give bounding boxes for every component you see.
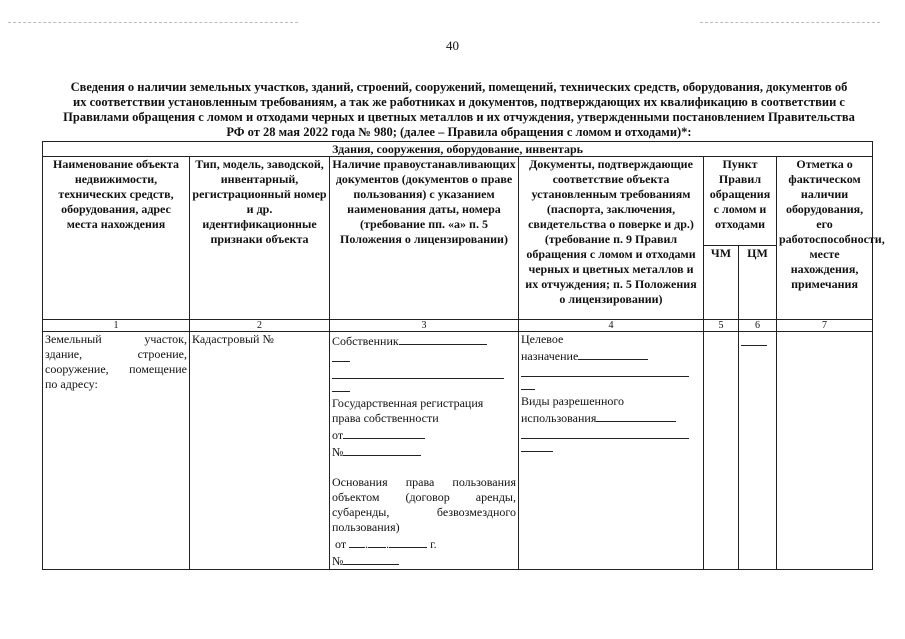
object-address-cell bbox=[43, 332, 190, 570]
heading-line: Сведения о наличии земельных участков, зданий, строений, сооружений, помещений, технических средств, оборудования, документов об bbox=[70, 80, 848, 94]
permitted-use-blank-continued bbox=[521, 439, 553, 452]
page-number: 40 bbox=[446, 38, 459, 53]
registration-date-blank bbox=[343, 426, 425, 439]
permitted-use-blank-line bbox=[521, 426, 689, 439]
heading-line: их соответствии установленным требованиям, а так же работниках и документов, подтверждающих их квалификацию в соответствии с bbox=[73, 95, 845, 109]
scan-artifact bbox=[700, 22, 880, 23]
heading-line: Правилами обращения с ломом и отходами черных и цветных металлов и их отчуждения, утвержденными постановлением Правительства bbox=[63, 110, 855, 124]
purpose-label-line: Целевое bbox=[521, 332, 564, 346]
nonferrous-blank bbox=[741, 332, 767, 346]
column-number: 3 bbox=[330, 320, 519, 332]
compliance-documents-cell bbox=[519, 332, 704, 570]
owner-blank-line bbox=[332, 366, 504, 379]
purpose-label-line: назначение bbox=[521, 349, 579, 363]
header-ferrous: ЧМ bbox=[704, 246, 739, 320]
nonferrous-clause-cell bbox=[739, 332, 777, 570]
document-heading bbox=[40, 80, 878, 140]
header-actual-presence: Отметка о фактическом наличии оборудования, его работоспособности, месте нахождения, примечания bbox=[777, 157, 873, 320]
permitted-use-blank bbox=[596, 409, 676, 422]
object-text-line: сооружение, помещение bbox=[45, 362, 187, 376]
owner-label: Собственник bbox=[332, 334, 399, 348]
header-object-name: Наименование объекта недвижимости, технических средств, оборудования, адрес места нахождения bbox=[43, 157, 190, 320]
purpose-blank bbox=[578, 347, 648, 360]
owner-blank-continued bbox=[332, 349, 350, 362]
header-title-documents: Наличие правоустанавливающих документов (документов о праве пользования) с указанием наименования даты, номера (требование пп. «а» п. 5 Положения о лицензировании) bbox=[330, 157, 519, 320]
header-compliance-documents: Документы, подтверждающие соответствие объекта установленным требованиям (паспорта, заключения, свидетельства о поверке и др.) (требование п. 9 Правил обращения с ломом и отходами черных и цветных металлов и их отчуждения; п. 5 Положения о лицензировании) bbox=[519, 157, 704, 320]
actual-presence-cell bbox=[777, 332, 873, 570]
scan-artifact bbox=[8, 22, 298, 23]
basis-day-blank bbox=[349, 535, 365, 548]
registration-number-blank bbox=[343, 443, 421, 456]
registration-label-line: Государственная регистрация bbox=[332, 396, 484, 410]
basis-number-blank bbox=[343, 552, 399, 565]
basis-from-label: от bbox=[335, 537, 347, 551]
heading-line: РФ от 28 мая 2022 года № 980; (далее – Правила обращения с ломом и отходами)*: bbox=[226, 125, 692, 139]
usage-basis-label: Основания права пользования объектом (договор аренды, субаренды, безвозмездного пользования) bbox=[332, 475, 516, 534]
column-number: 4 bbox=[519, 320, 704, 332]
object-text-line: здание, строение, bbox=[45, 347, 187, 361]
permitted-use-label-line: Виды разрешенного bbox=[521, 394, 625, 408]
column-number: 5 bbox=[704, 320, 739, 332]
title-documents-cell bbox=[330, 332, 519, 570]
object-text-line: по адресу: bbox=[45, 377, 98, 391]
registration-number-label: № bbox=[332, 445, 344, 459]
column-number: 6 bbox=[739, 320, 777, 332]
basis-number-label: № bbox=[332, 554, 344, 568]
column-number: 1 bbox=[43, 320, 190, 332]
section-title: Здания, сооружения, оборудование, инвентарь bbox=[43, 142, 873, 157]
cadastral-number-label: Кадастровый № bbox=[192, 332, 274, 346]
header-nonferrous: ЦМ bbox=[739, 246, 777, 320]
date-separator: . bbox=[365, 537, 369, 551]
header-rules-clause: Пункт Правил обращения с ломом и отходами bbox=[704, 157, 777, 246]
ferrous-clause-cell bbox=[704, 332, 739, 570]
header-type-model: Тип, модель, заводской, инвентарный, регистрационный номер и др. идентификационные признаки объекта bbox=[190, 157, 330, 320]
permitted-use-label-line: использования bbox=[521, 411, 597, 425]
facilities-table bbox=[42, 141, 885, 570]
purpose-blank-continued bbox=[521, 377, 535, 390]
basis-month-blank bbox=[368, 535, 386, 548]
owner-blank-continued bbox=[332, 379, 350, 392]
column-number: 7 bbox=[777, 320, 873, 332]
cadastral-cell bbox=[190, 332, 330, 570]
purpose-blank-line bbox=[521, 364, 689, 377]
registration-from-label: от bbox=[332, 428, 344, 442]
owner-blank bbox=[399, 332, 487, 345]
year-suffix: г. bbox=[430, 537, 437, 551]
column-number: 2 bbox=[190, 320, 330, 332]
date-separator: . bbox=[386, 537, 390, 551]
object-text-line: Земельный участок, bbox=[45, 332, 187, 346]
registration-label-line: права собственности bbox=[332, 411, 439, 425]
basis-year-blank bbox=[389, 535, 427, 548]
